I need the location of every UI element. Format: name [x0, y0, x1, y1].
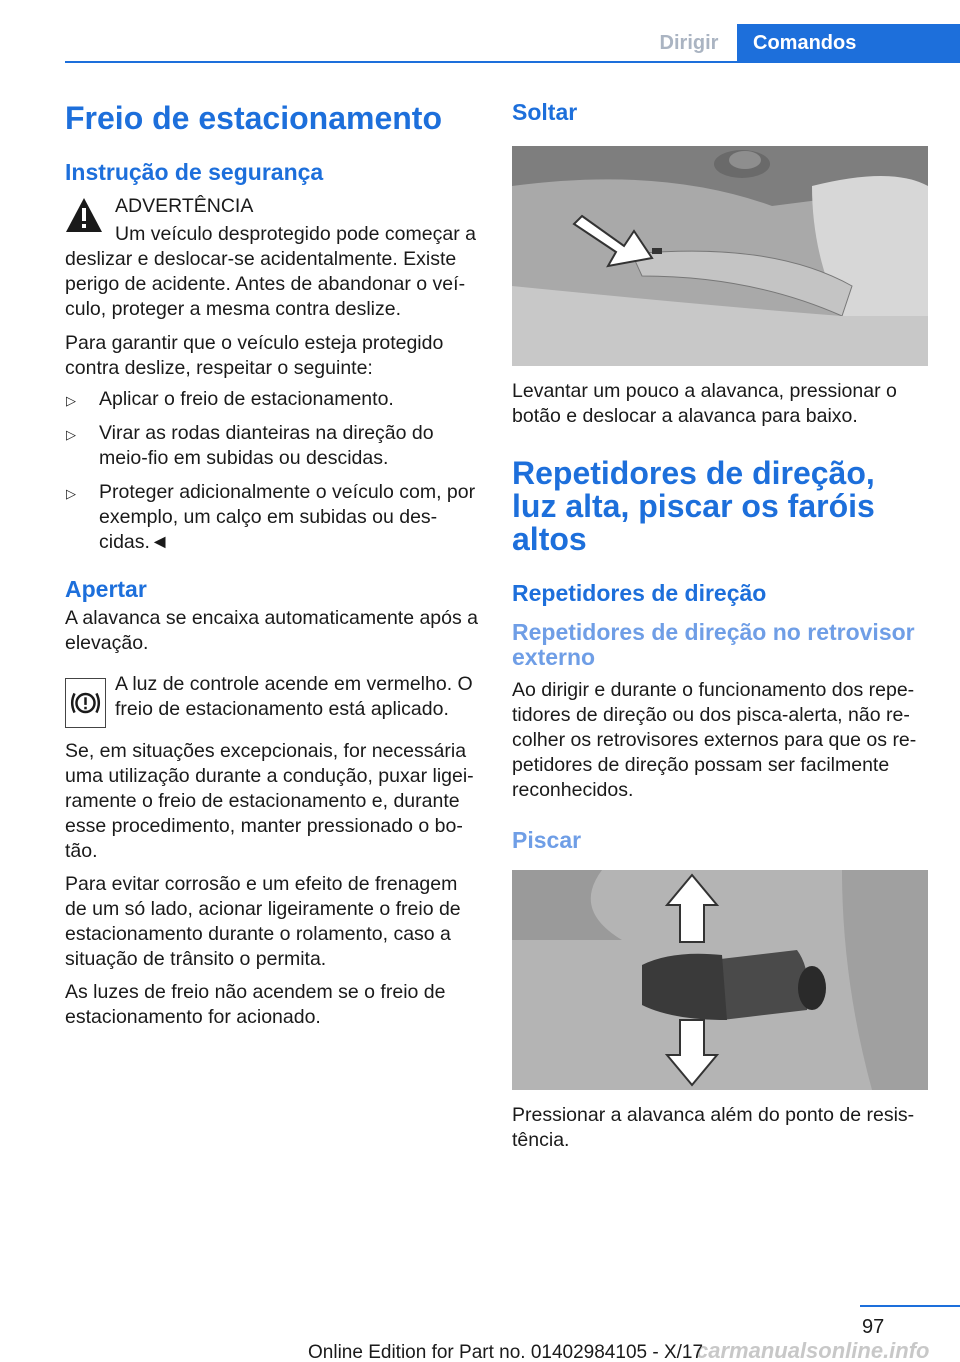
- apertar-text: A alavanca se encaixa automaticamente após a elevação.: [65, 607, 479, 654]
- repetidores-heading: Repetidores de direção: [512, 580, 767, 606]
- paragraph-1: Se, em situações excepcionais, for necessária uma utilização durante a condução, puxar ligeiramente o freio de estacionamento e, durante esse procedimento, manter pressionado o botão.: [65, 740, 474, 862]
- list-item: ▷ Virar as rodas dianteiras na direção do meio-fio em subidas ou descidas.: [66, 422, 434, 469]
- retrovisor-heading: Repetidores de direção no retrovisor externo: [512, 619, 915, 670]
- tab-dirigir: Dirigir: [659, 32, 719, 54]
- warning-label: ADVERTÊNCIA: [115, 195, 254, 217]
- parking-brake-illustration: [512, 146, 928, 366]
- safety-heading: Instrução de segurança: [65, 159, 324, 185]
- soltar-caption: Levantar um pouco a alavanca, pressionar o botão e deslocar a alavanca para baixo.: [512, 380, 897, 427]
- warning-triangle-icon: [65, 196, 103, 234]
- parking-brake-photo: [512, 146, 928, 366]
- section-title: Freio de estacionamento: [65, 100, 442, 136]
- footer-rule: [860, 1305, 960, 1307]
- left-column: [65, 98, 479, 1030]
- retrovisor-text: Ao dirigir e durante o funcionamento dos repetidores de direção ou dos pisca-alerta, não recolher os retrovisores externos para que os repetidores de direção possam ser facilmente reconhecidos.: [512, 679, 917, 801]
- warning-text: Um veículo desprotegido pode começar a deslizar e deslocar-se acidentalmente. Existe perigo de acidente. Antes de abandonar o veículo, proteger a mesma contra deslize.: [65, 223, 476, 320]
- bullet-triangle-icon: ▷: [66, 393, 76, 408]
- soltar-heading: Soltar: [512, 99, 578, 125]
- apertar-heading: Apertar: [65, 576, 147, 602]
- precaution-list: [65, 387, 479, 555]
- intro-text: Para garantir que o veículo esteja protegido contra deslize, respeitar o seguinte:: [65, 332, 444, 379]
- bullet-triangle-icon: ▷: [66, 486, 76, 501]
- piscar-heading: Piscar: [512, 827, 582, 853]
- turn-signal-illustration: [512, 870, 928, 1090]
- list-item: ▷ Proteger adicionalmente o veículo com, por exemplo, um calço em subidas ou descidas.◄: [66, 481, 476, 553]
- edition-text: Online Edition for Part no. 01402984105 - X/17: [308, 1342, 704, 1362]
- paragraph-2: Para evitar corrosão e um efeito de frenagem de um só lado, acionar ligeiramente o freio de estacionamento durante o rolamento, caso a situação de trânsito o permita.: [65, 873, 461, 970]
- watermark: carmanualsonline.info: [696, 1338, 930, 1362]
- paragraph-3: As luzes de freio não acendem se o freio de estacionamento for acionado.: [65, 981, 446, 1028]
- piscar-caption: Pressionar a alavanca além do ponto de resistência.: [512, 1104, 915, 1151]
- right-column: [512, 98, 928, 1153]
- list-item: ▷ Aplicar o freio de estacionamento.: [66, 388, 394, 410]
- indicator-block: [65, 672, 479, 722]
- turn-signal-photo: [512, 870, 928, 1090]
- indicator-text: A luz de controle acende em vermelho. O freio de estacionamento está aplicado.: [115, 673, 473, 720]
- bullet-triangle-icon: ▷: [66, 427, 76, 442]
- warning-block: [65, 194, 479, 322]
- tab-comandos: Comandos: [737, 24, 960, 63]
- page-number: 97: [862, 1316, 885, 1338]
- section-title-2: Repetidores de direção, luz alta, piscar os faróis altos: [512, 455, 875, 557]
- parking-brake-indicator-icon: [65, 678, 106, 728]
- header-rule: [65, 61, 960, 63]
